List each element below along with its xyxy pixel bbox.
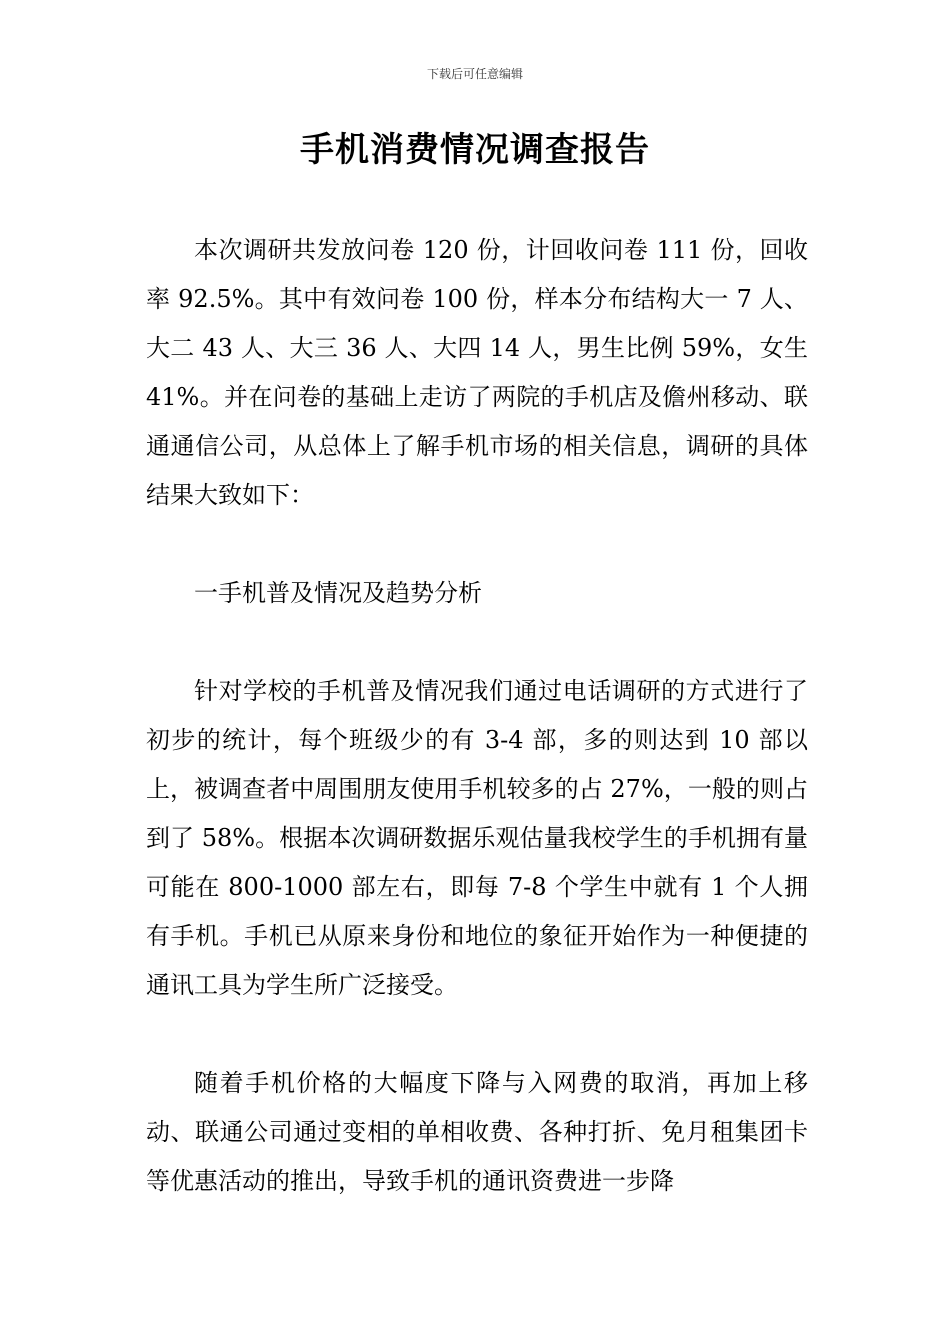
paragraph-gap bbox=[146, 618, 808, 667]
paragraph-gap bbox=[146, 520, 808, 569]
document-body bbox=[146, 226, 808, 1206]
paragraph-survey-overview: 本次调研共发放问卷 120 份，计回收问卷 111 份，回收率 92.5%。其中有效问卷 100 份，样本分布结构大一 7 人、大二 43 人、大三 36 人、大四 14 人，男生比例 59%，女生 41%。并在问卷的基础上走访了两院的手机店及儋州移动、联通通信公司，从总体上了解手机市场的相关信息，调研的具体结果大致如下： bbox=[146, 236, 808, 509]
section-heading-popularity: 一手机普及情况及趋势分析 bbox=[194, 579, 482, 607]
document-title: 手机消费情况调查报告 bbox=[300, 130, 650, 170]
paragraph-price-trend: 随着手机价格的大幅度下降与入网费的取消，再加上移动、联通公司通过变相的单相收费、各种打折、免月租集团卡等优惠活动的推出，导致手机的通讯资费进一步降 bbox=[146, 1069, 808, 1195]
paragraph-popularity-stats: 针对学校的手机普及情况我们通过电话调研的方式进行了初步的统计，每个班级少的有 3-4 部，多的则达到 10 部以上，被调查者中周围朋友使用手机较多的占 27%，一般的则占到了 58%。根据本次调研数据乐观估量我校学生的手机拥有量可能在 800-1000 部左右，即每 7-8 个学生中就有 1 个人拥有手机。手机已从原来身份和地位的象征开始作为一种便捷的通讯工具为学生所广泛接受。 bbox=[146, 677, 808, 999]
paragraph-gap bbox=[146, 1010, 808, 1059]
header-note: 下载后可任意编辑 bbox=[426, 67, 523, 81]
